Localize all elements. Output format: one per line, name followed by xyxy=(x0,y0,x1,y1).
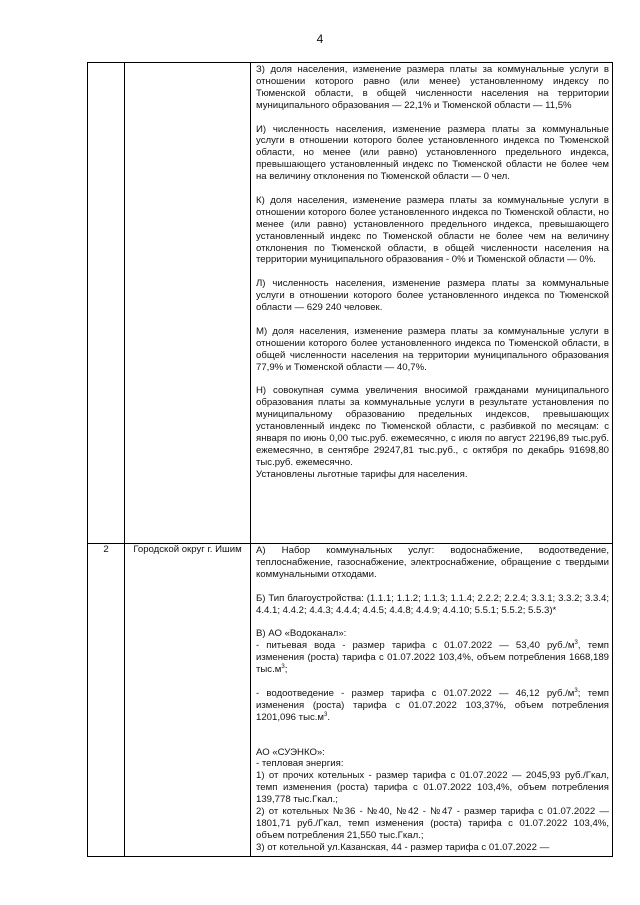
row-number-cell xyxy=(88,63,125,544)
paragraph-m: М) доля населения, изменение размера платы за коммунальные услуги в отношении которого более установленного индекса по Тюменской области, в общей численности населения на территории муниципального образования 77,9% и Тюменской области — 40,7%. xyxy=(256,325,609,373)
water-text-end: ; xyxy=(284,664,288,676)
paragraph-n: Н) совокупная сумма увеличения вносимой гражданами муниципального образования платы за коммунальные услуги в результате установления по муниципальному образованию предельных индексов, превышающих установленный индекс по Тюменской области, с разбивкой по месяцам: с января по июнь 0,00 тыс.руб. ежемесячно, с июля по август 22196,89 тыс.руб. ежемесячно, в сентябре 29247,81 тыс.руб., с октября по декабрь 91698,80 тыс.руб. ежемесячно. xyxy=(256,385,609,468)
paragraph-benefit: Установлены льготные тарифы для населения. xyxy=(256,468,468,480)
details-cell xyxy=(251,544,613,857)
paragraph-heat-1: 1) от прочих котельных - размер тарифа с 01.07.2022 — 2045,93 руб./Гкал, темп изменения (роста) тарифа с 01.07.2022 103,4%, объем потребления 139,778 тыс.Гкал.; xyxy=(256,770,609,806)
paragraph-b: Б) Тип благоустройства: (1.1.1; 1.1.2; 1.1.3; 1.1.4; 2.2.2; 2.2.4; 3.3.1; 3.3.2; 3.3.4; 4.4.1; 4.4.2; 4.4.3; 4.4.4; 4.4.5; 4.4.8; 4.4.9; 4.4.10; 5.5.1; 5.5.2; 5.5.3)* xyxy=(256,592,609,616)
paragraph-k: К) доля населения, изменение размера платы за коммунальные услуги в отношении которого более установленного индекса по Тюменской области, но менее (или равно) установленного предельного индекса, превышающего установленный индекс по Тюменской области не более чем на величину отклонения по Тюменской области, в общей численности населения на территории муниципального образования - 0% и Тюменской области — 0%. xyxy=(256,194,609,266)
table-row xyxy=(88,544,613,857)
table-row xyxy=(88,63,613,544)
paragraph-sewer xyxy=(256,688,609,724)
municipality-name-line1: Городской округ xyxy=(133,544,205,555)
municipality-cell xyxy=(125,544,251,857)
paragraph-suenko-title: АО «СУЭНКО»: xyxy=(256,746,325,758)
paragraph-heat-title: - тепловая энергия: xyxy=(256,758,344,770)
row-number-cell: 2 xyxy=(88,544,125,857)
paragraph-l: Л) численность населения, изменение размера платы за коммунальные услуги в отношении которого более установленного индекса по Тюменской области — 629 240 человек. xyxy=(256,278,609,314)
paragraph-heat-2: 2) от котельных №36 - №40, №42 - №47 - размер тарифа с 01.07.2022 — 1801,71 руб./Гкал, темп изменения (роста) тарифа с 01.07.2022 103,4%, объем потребления 21,550 тыс.Гкал.; xyxy=(256,806,609,841)
sewer-text-end: . xyxy=(327,711,331,723)
municipality-name-line2: г. Ишим xyxy=(207,544,242,555)
superscript: 3 xyxy=(574,640,578,647)
tariff-table xyxy=(87,62,613,857)
paragraph-z: З) доля населения, изменение размера платы за коммунальные услуги в отношении которого равно (или менее) установленному индексу по Тюменской области, в общей численности населения на территории муниципального образования — 22,1% и Тюменской области — 11,5% xyxy=(256,64,609,111)
paragraph-water xyxy=(256,640,609,676)
superscript: 3 xyxy=(281,663,285,670)
superscript: 3 xyxy=(574,687,578,694)
water-text-start: - питьевая вода - размер тарифа с 01.07.2022 — 53,40 руб./м xyxy=(256,640,575,652)
municipality-cell xyxy=(125,63,251,544)
sewer-text-mid: ; темп изменения (роста) тарифа с 01.07.2022 103,37%, объем потребления 1201,096 тыс.м xyxy=(256,687,609,723)
page-number: 4 xyxy=(316,32,324,46)
paragraph-a: А) Набор коммунальных услуг: водоснабжение, водоотведение, теплоснабжение, газоснабжение, электроснабжение, обращение с твердыми коммунальными отходами. xyxy=(256,545,609,580)
details-cell xyxy=(251,63,613,544)
paragraph-v-title: В) АО «Водоканал»: xyxy=(256,628,347,640)
water-text-mid: , темп изменения (роста) тарифа с 01.07.2022 103,4%, объем потребления 1668,189 тыс.м xyxy=(256,640,609,676)
paragraph-i: И) численность населения, изменение размера платы за коммунальные услуги в отношении которого более установленного индекса по Тюменской области, но менее (или равно) установленного предельного индекса, превышающего установленный индекс по Тюменской области не более чем на величину отклонения по Тюменской области — 0 чел. xyxy=(256,123,609,183)
paragraph-heat-3: 3) от котельной ул.Казанская, 44 - размер тарифа с 01.07.2022 — xyxy=(256,841,550,853)
superscript: 3 xyxy=(324,711,328,718)
sewer-text-start: - водоотведение - размер тарифа с 01.07.2022 — 46,12 руб./м xyxy=(256,687,575,699)
